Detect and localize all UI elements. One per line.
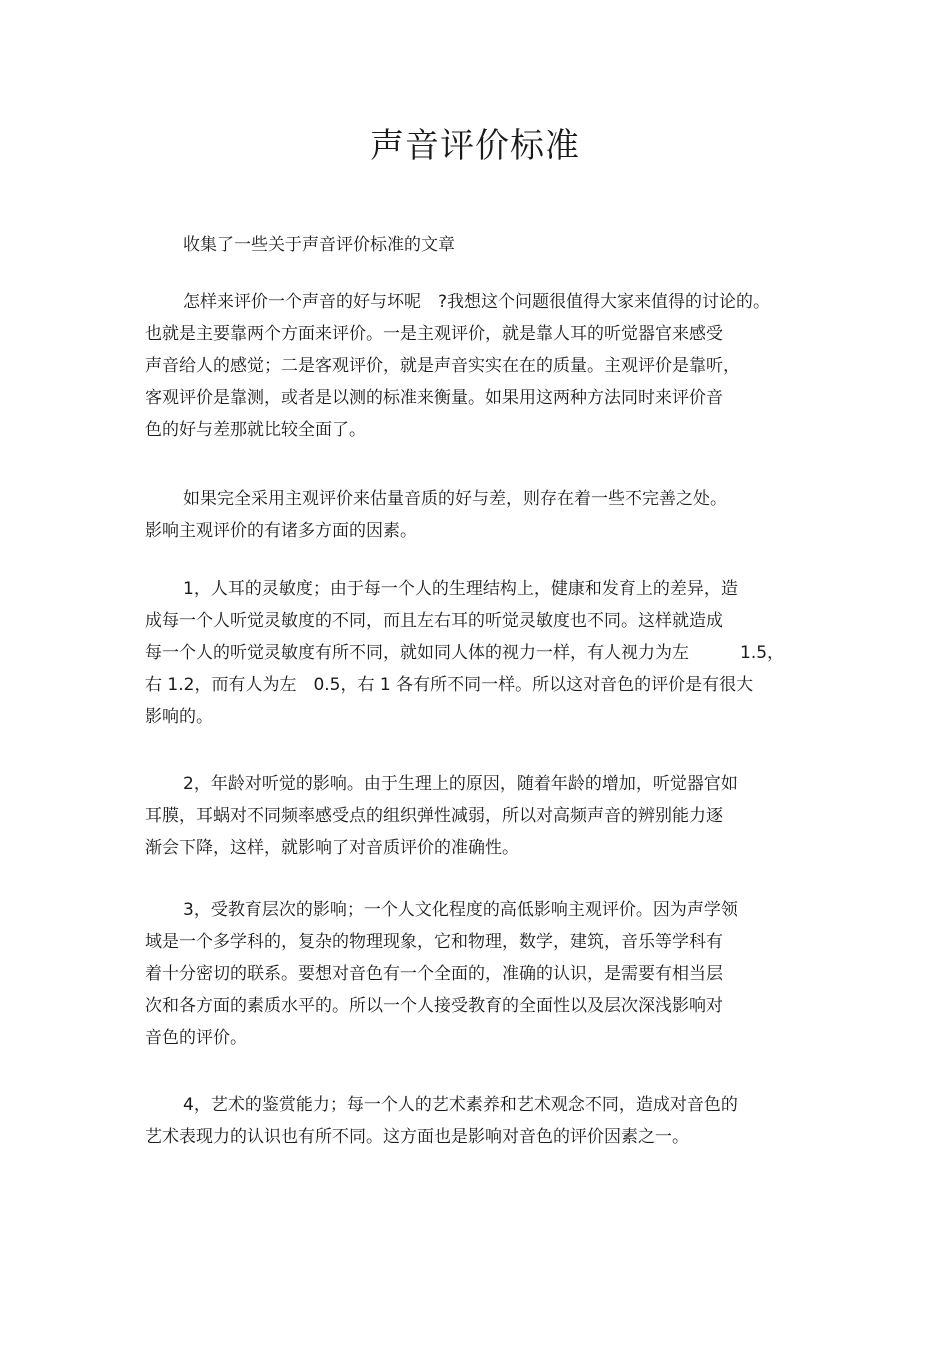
paragraph-line: 客观评价是靠测，或者是以测的标准来衡量。如果用这两种方法同时来评价音 (145, 388, 723, 408)
paragraph-factor-4 (145, 1089, 805, 1153)
paragraph-line: 声音给人的感觉；二是客观评价，就是声音实实在在的质量。主观评价是靠听， (145, 356, 740, 376)
paragraph-line: 如果完全采用主观评价来估量音质的好与差，则存在着一些不完善之处。 (183, 489, 727, 509)
paragraph-line: 音色的评价。 (145, 1028, 247, 1048)
paragraph-line: 4，艺术的鉴赏能力；每一个人的艺术素养和艺术观念不同，造成对音色的 (183, 1095, 738, 1115)
paragraph-line: 域是一个多学科的，复杂的物理现象，它和物理，数学，建筑，音乐等学科有 (145, 932, 723, 952)
paragraph-subjective-limits (145, 483, 805, 547)
paragraph-factor-2 (145, 768, 805, 864)
paragraph-line: 也就是主要靠两个方面来评价。一是主观评价，就是靠人耳的听觉器官来感受 (145, 324, 723, 344)
paragraph-line: 成每一个人听觉灵敏度的不同，而且左右耳的听觉灵敏度也不同。这样就造成 (145, 611, 723, 631)
paragraph-line: 1，人耳的灵敏度；由于每一个人的生理结构上，健康和发育上的差异，造 (183, 579, 738, 599)
paragraph-line: 渐会下降，这样，就影响了对音质评价的准确性。 (145, 838, 519, 858)
paragraph-line: 色的好与差那就比较全面了。 (145, 420, 366, 440)
paragraph-line: 影响主观评价的有诸多方面的因素。 (145, 521, 417, 541)
document-title: 声音评价标准 (370, 126, 580, 166)
paragraph-line: 每一个人的听觉灵敏度有所不同，就如同人体的视力一样，有人视力为左 1.5， (145, 643, 785, 663)
paragraph-line: 3，受教育层次的影响；一个人文化程度的高低影响主观评价。因为声学领 (183, 900, 738, 920)
paragraph-evaluation-methods (145, 286, 805, 446)
paragraph-line: 影响的。 (145, 707, 213, 727)
paragraph-line: 次和各方面的素质水平的。所以一个人接受教育的全面性以及层次深浅影响对 (145, 996, 723, 1016)
paragraph-intro (145, 229, 805, 261)
paragraph-line: 着十分密切的联系。要想对音色有一个全面的，准确的认识，是需要有相当层 (145, 964, 723, 984)
paragraph-line: 耳膜，耳蜗对不同频率感受点的组织弹性减弱，所以对高频声音的辨别能力逐 (145, 806, 723, 826)
paragraph-line: 怎样来评价一个声音的好与坏呢 ?我想这个问题很值得大家来值得的讨论的。 (183, 292, 771, 312)
paragraph-line: 收集了一些关于声音评价标准的文章 (183, 235, 455, 255)
paragraph-line: 右 1.2，而有人为左 0.5，右 1 各有所不同一样。所以这对音色的评价是有很大 (145, 675, 754, 695)
paragraph-factor-3 (145, 894, 805, 1054)
paragraph-factor-1 (145, 573, 805, 733)
paragraph-line: 艺术表现力的认识也有所不同。这方面也是影响对音色的评价因素之一。 (145, 1127, 689, 1147)
paragraph-line: 2，年龄对听觉的影响。由于生理上的原因，随着年龄的增加，听觉器官如 (183, 774, 738, 794)
